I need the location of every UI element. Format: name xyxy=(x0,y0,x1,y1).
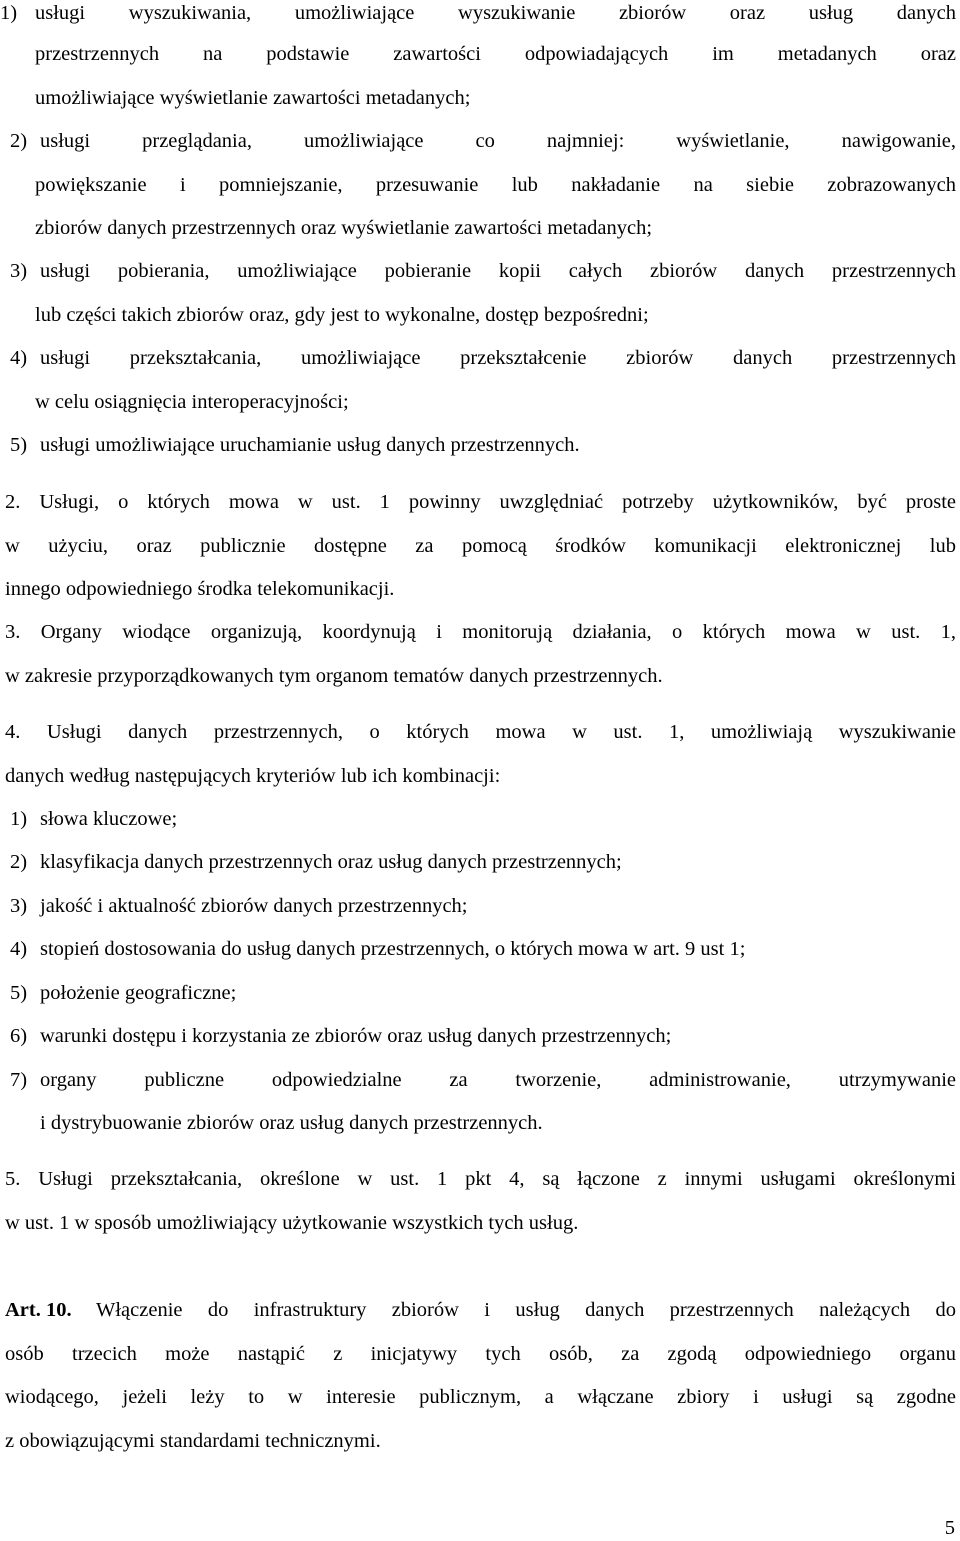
list-item-text: klasyfikacja danych przestrzennych oraz usług danych przestrzennych; xyxy=(40,851,622,873)
list-item-number: 1) xyxy=(0,2,18,24)
list-item-number: 4) xyxy=(10,938,28,960)
list-item-text: położenie geograficzne; xyxy=(40,982,237,1004)
list-item-text: zbiorów danych przestrzennych oraz wyświetlanie zawartości metadanych; xyxy=(35,217,653,239)
paragraph-line: w użyciu, oraz publicznie dostępne za pomocą środków komunikacji elektronicznej lub xyxy=(5,535,956,557)
list-item-text: powiększanie i pomniejszanie, przesuwanie lub nakładanie na siebie zobrazowanych xyxy=(35,174,956,196)
list-item-text: warunki dostępu i korzystania ze zbiorów oraz usług danych przestrzennych; xyxy=(40,1025,672,1047)
list-item-text: w celu osiągnięcia interoperacyjności; xyxy=(35,391,349,413)
list-item-number: 2) xyxy=(10,130,28,152)
paragraph-line: wiodącego, jeżeli leży to w interesie publicznym, a włączane zbiory i usługi są zgodne xyxy=(5,1386,956,1408)
list-item-text: lub części takich zbiorów oraz, gdy jest to wykonalne, dostęp bezpośredni; xyxy=(35,304,649,326)
paragraph-line: w ust. 1 w sposób umożliwiający użytkowanie wszystkich tych usług. xyxy=(5,1212,579,1234)
list-item-number: 1) xyxy=(10,808,28,830)
paragraph-line: 3. Organy wiodące organizują, koordynują i monitorują działania, o których mowa w ust. 1, xyxy=(5,621,956,643)
list-item-number: 7) xyxy=(10,1069,28,1091)
paragraph-line: Włączenie do infrastruktury zbiorów i usług danych przestrzennych należących do xyxy=(96,1299,956,1321)
list-item-number: 5) xyxy=(10,982,28,1004)
list-item-number: 3) xyxy=(10,895,28,917)
list-item-text: usługi umożliwiające uruchamianie usług danych przestrzennych. xyxy=(40,434,580,456)
list-item-number: 5) xyxy=(10,434,28,456)
list-item-number: 6) xyxy=(10,1025,28,1047)
paragraph-line: w zakresie przyporządkowanych tym organom tematów danych przestrzennych. xyxy=(5,665,663,687)
paragraph-line: innego odpowiedniego środka telekomunikacji. xyxy=(5,578,395,600)
list-item-text: usługi wyszukiwania, umożliwiające wyszukiwanie zbiorów oraz usług danych xyxy=(35,2,956,24)
paragraph-line: z obowiązującymi standardami technicznymi. xyxy=(5,1430,381,1452)
paragraph-line: 4. Usługi danych przestrzennych, o których mowa w ust. 1, umożliwiają wyszukiwanie xyxy=(5,721,956,743)
list-item-text: jakość i aktualność zbiorów danych przestrzennych; xyxy=(40,895,468,917)
paragraph-line: danych według następujących kryteriów lub ich kombinacji: xyxy=(5,765,501,787)
paragraph-line: 2. Usługi, o których mowa w ust. 1 powinny uwzględniać potrzeby użytkowników, być proste xyxy=(5,491,956,513)
list-item-number: 3) xyxy=(10,260,28,282)
list-item-text: przestrzennych na podstawie zawartości odpowiadających im metadanych oraz xyxy=(35,43,956,65)
list-item-text: organy publiczne odpowiedzialne za tworzenie, administrowanie, utrzymywanie xyxy=(40,1069,956,1091)
list-item-text: umożliwiające wyświetlanie zawartości metadanych; xyxy=(35,87,471,109)
page-number: 5 xyxy=(944,1517,955,1539)
paragraph-line: 5. Usługi przekształcania, określone w ust. 1 pkt 4, są łączone z innymi usługami określonymi xyxy=(5,1168,956,1190)
list-item-text: stopień dostosowania do usług danych przestrzennych, o których mowa w art. 9 ust 1; xyxy=(40,938,746,960)
list-item-text: słowa kluczowe; xyxy=(40,808,178,830)
list-item-text: usługi pobierania, umożliwiające pobieranie kopii całych zbiorów danych przestrzennych xyxy=(40,260,956,282)
list-item-text: i dystrybuowanie zbiorów oraz usług danych przestrzennych. xyxy=(40,1112,543,1134)
article-label: Art. 10. xyxy=(5,1299,72,1321)
list-item-number: 4) xyxy=(10,347,28,369)
paragraph-line: osób trzecich może nastąpić z inicjatywy tych osób, za zgodą odpowiedniego organu xyxy=(5,1343,956,1365)
list-item-text: usługi przeglądania, umożliwiające co najmniej: wyświetlanie, nawigowanie, xyxy=(40,130,956,152)
list-item-text: usługi przekształcania, umożliwiające przekształcenie zbiorów danych przestrzennych xyxy=(40,347,956,369)
list-item-number: 2) xyxy=(10,851,28,873)
